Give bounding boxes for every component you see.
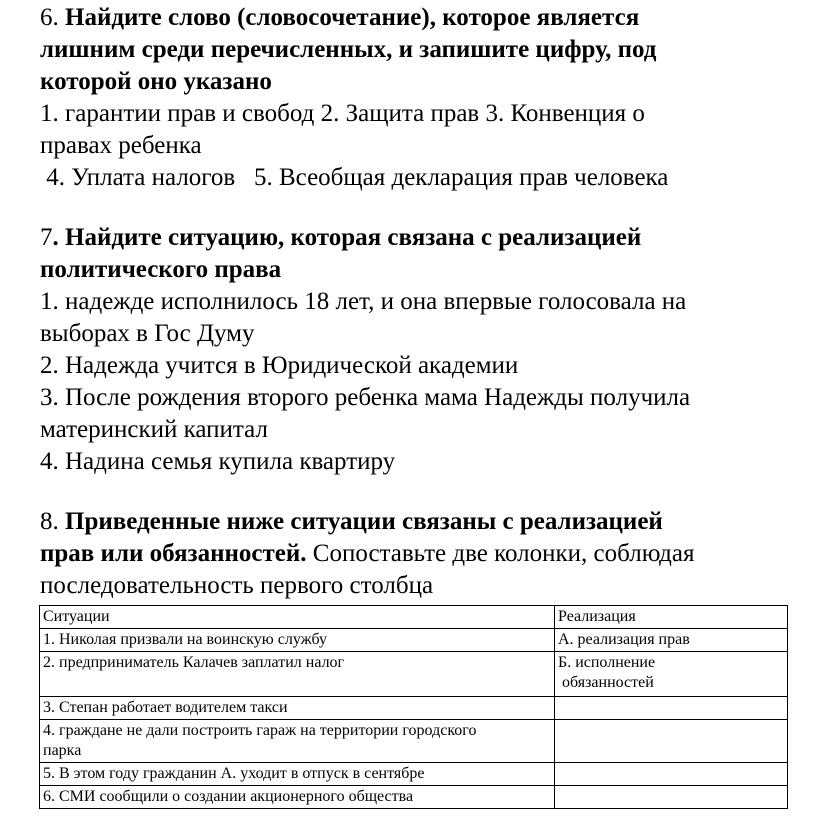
situation-cell: 1. Николая призвали на воинскую службу [40,629,555,652]
q7-title-part-1: . Найдите ситуацию, которая связана с реализацией [52,224,642,251]
situation-cell: 5. В этом году гражданин А. уходит в отпуск в сентябре [40,763,555,786]
header-situations: Ситуации [40,606,555,629]
q6-title-line-2: лишним среди перечисленных, и запишите цифру, под [40,36,657,63]
situation-cell: 2. предприниматель Калачев заплатил налог [40,652,555,697]
q8-title-line-3: последовательность первого столбца [40,572,434,599]
q7-option-2: 2. Надежда учится в Юридической академии [40,352,519,379]
table-row [40,629,788,652]
q7-option-1-line-1: 1. надежде исполнилось 18 лет, и она впервые голосовала на [40,288,687,315]
table-row [40,697,788,720]
situation-cell: 3. Степан работает водителем такси [40,697,555,720]
q7-option-3-line-2: материнский капитал [40,416,268,443]
q6-title-line-1 [40,2,800,34]
q8-title-bold-1: Приведенные ниже ситуации связаны с реализацией [65,508,663,535]
table-row [40,786,788,809]
q7-option-3-line-1: 3. После рождения второго ребенка мама Надежды получила [40,384,691,411]
q7-option-1-line-2: выборах в Гос Думу [40,320,255,347]
spacer [40,194,800,222]
q6-title-line-3: которой оно указано [40,68,272,95]
realization-line-1: Б. исполнение [558,654,656,671]
spacer [40,478,800,506]
realization-line-2: обязанностей [562,674,654,691]
realization-cell [555,652,788,697]
q6-options-line-3: 4. Уплата налогов 5. Всеобщая декларация прав человека [40,164,669,191]
q8-title-rest: Сопоставьте две колонки, соблюдая [306,540,695,567]
situation-cell: 6. СМИ сообщили о создании акционерного общества [40,786,555,809]
q6-options-line-1: 1. гарантии прав и свобод 2. Защита прав 3. Конвенция о [40,100,645,127]
table-row [40,720,788,763]
q8-number: 8. [40,508,59,535]
header-realization: Реализация [555,606,788,629]
q7-number: 7 [40,224,53,251]
table-header-row [40,606,788,629]
q7-title-line-2: политического права [40,256,282,283]
q6-number: 6. [40,4,59,31]
situation-line-1: 4. граждане не дали построить гараж на территории городского [43,722,477,739]
q6-options-line-2: правах ребенка [40,132,202,159]
q8-title-line-1 [40,506,800,538]
realization-cell-empty [555,720,788,763]
realization-cell-empty [555,697,788,720]
matching-table [39,605,788,809]
situation-line-2: парка [43,742,82,759]
situation-cell [40,720,555,763]
q6-title-part-1: Найдите слово (словосочетание), которое является [65,4,640,31]
table-row [40,763,788,786]
worksheet-page [40,2,800,602]
realization-cell: А. реализация прав [555,629,788,652]
q7-title-line-1 [40,222,800,254]
q8-title-line-2 [40,538,800,570]
realization-cell-empty [555,786,788,809]
realization-cell-empty [555,763,788,786]
table-row [40,652,788,697]
q7-option-4: 4. Надина семья купила квартиру [40,448,396,475]
q8-title-bold-2: прав или обязанностей. [40,540,307,567]
